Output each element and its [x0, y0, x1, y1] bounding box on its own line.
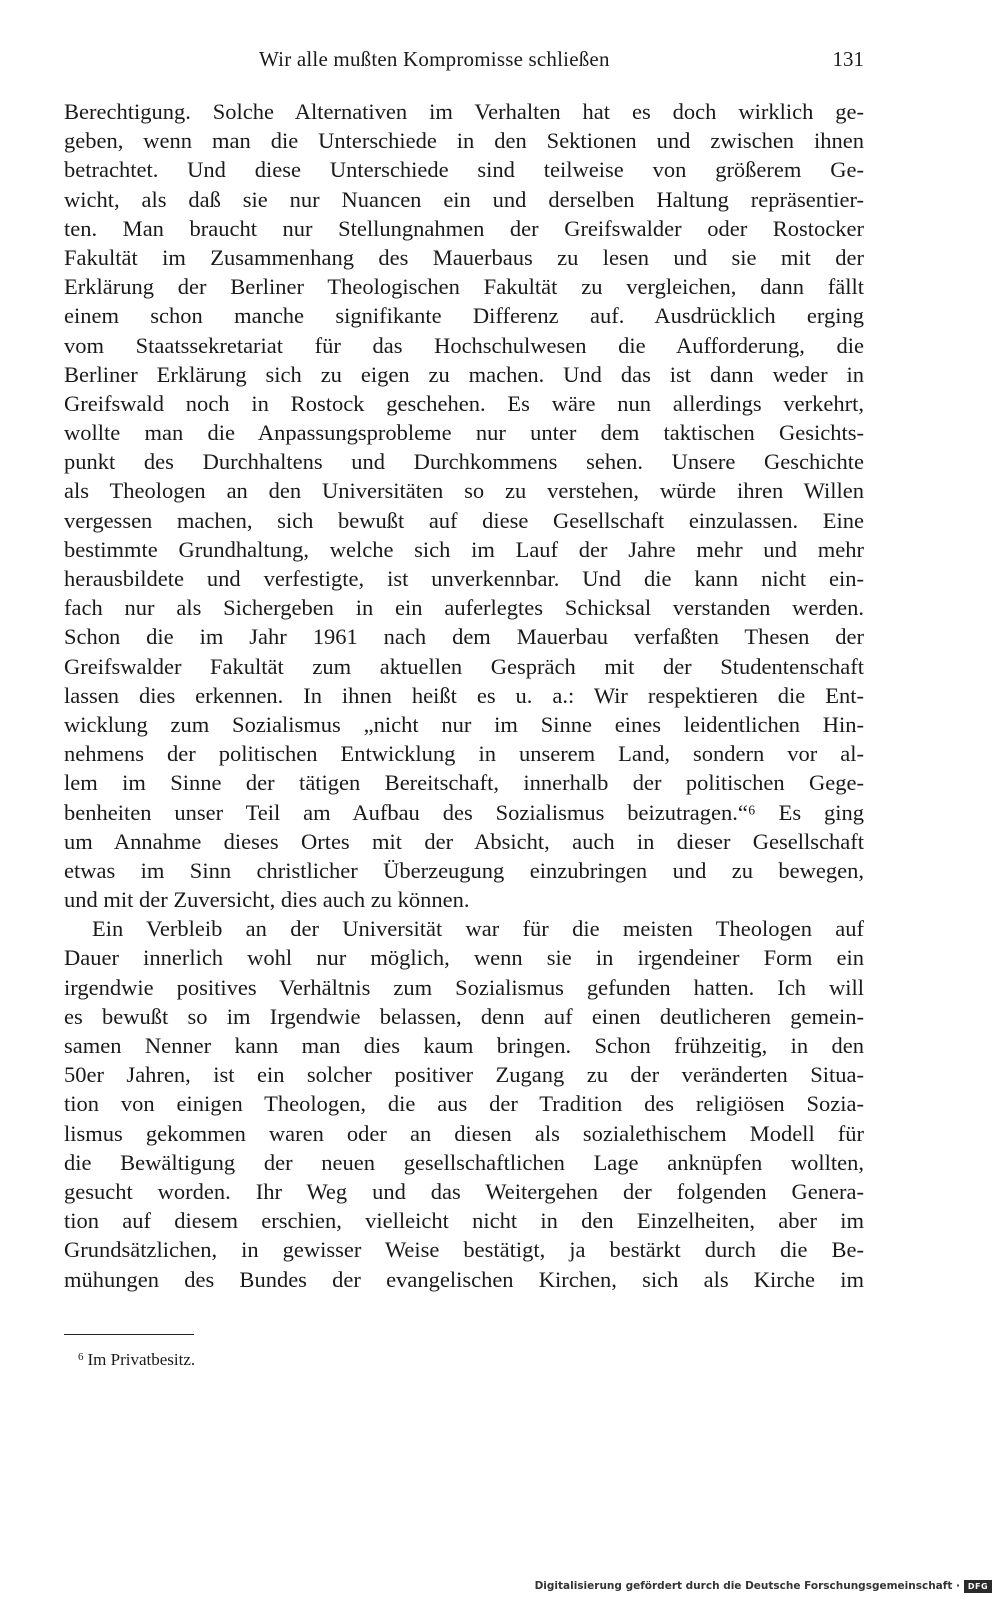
text-line: und mit der Zuversicht, dies auch zu können.: [64, 887, 470, 913]
text-line: lem im Sinne der tätigen Bereitschaft, innerhalb der politischen Gege-: [64, 770, 864, 796]
text-line: Ein Verbleib an der Universität war für die meisten Theologen auf: [92, 916, 864, 942]
text-line: wicklung zum Sozialismus „nicht nur im Sinne eines leidentlichen Hin-: [64, 711, 864, 737]
digitization-credit: [535, 1577, 992, 1595]
footnote-text: Im Privatbesitz.: [87, 1350, 196, 1369]
text-line: fach nur als Sichergeben in ein auferlegtes Schicksal verstanden werden.: [64, 595, 864, 621]
text-line: etwas im Sinn christlicher Überzeugung einzubringen und zu bewegen,: [64, 857, 864, 883]
text-line: die Bewältigung der neuen gesellschaftlichen Lage anknüpfen wollten,: [64, 1149, 864, 1175]
text-line: tion von einigen Theologen, die aus der Tradition des religiösen Sozia-: [64, 1091, 864, 1117]
text-line: Berechtigung. Solche Alternativen im Verhalten hat es doch wirklich ge-: [64, 99, 864, 124]
text-line: betrachtet. Und diese Unterschiede sind teilweise von größerem Ge-: [64, 157, 864, 183]
footnote-marker: 6: [78, 1351, 84, 1363]
text-line: 50er Jahren, ist ein solcher positiver Zugang zu der veränderten Situa-: [64, 1062, 864, 1088]
text-line: Grundsätzlichen, in gewisser Weise bestätigt, ja bestärkt durch die Be-: [64, 1237, 864, 1263]
text-line: Berliner Erklärung sich zu eigen zu machen. Und das ist dann weder in: [64, 361, 864, 387]
body-text: [64, 97, 864, 1294]
text-line: Dauer innerlich wohl nur möglich, wenn sie in irgendeiner Form ein: [64, 945, 864, 971]
text-line: Fakultät im Zusammenhang des Mauerbaus zu lesen und sie mit der: [64, 244, 864, 270]
dfg-logo-icon: DFG: [964, 1580, 992, 1593]
text-line: ten. Man braucht nur Stellungnahmen der Greifswalder oder Rostocker: [64, 215, 864, 241]
text-line: als Theologen an den Universitäten so zu verstehen, würde ihren Willen: [64, 478, 864, 504]
text-line: mühungen des Bundes der evangelischen Kirchen, sich als Kirche im: [64, 1266, 864, 1292]
text-line: es bewußt so im Irgendwie belassen, denn auf einen deutlicheren gemein-: [64, 1003, 864, 1029]
text-line: samen Nenner kann man dies kaum bringen. Schon frühzeitig, in den: [64, 1033, 864, 1058]
footnote-divider: [64, 1334, 194, 1335]
text-line: Greifswalder Fakultät zum aktuellen Gespräch mit der Studentenschaft: [64, 653, 864, 679]
text-line: bestimmte Grundhaltung, welche sich im Lauf der Jahre mehr und mehr: [64, 536, 864, 562]
text-line: herausbildete und verfestigte, ist unverkennbar. Und die kann nicht ein-: [64, 566, 864, 591]
text-line: lismus gekommen waren oder an diesen als sozialethischem Modell für: [64, 1120, 864, 1146]
text-line: tion auf diesem erschien, vielleicht nicht in den Einzelheiten, aber im: [64, 1208, 864, 1234]
running-title: Wir alle mußten Kompromisse schließen: [259, 47, 610, 71]
text-line: wicht, als daß sie nur Nuancen ein und derselben Haltung repräsentier-: [64, 186, 864, 212]
text-line: irgendwie positives Verhältnis zum Sozialismus gefunden hatten. Ich will: [64, 974, 864, 1000]
text-line: um Annahme dieses Ortes mit der Absicht, auch in dieser Gesellschaft: [64, 828, 864, 854]
text-line: gesucht worden. Ihr Weg und das Weitergehen der folgenden Genera-: [64, 1178, 864, 1204]
text-line: Greifswald noch in Rostock geschehen. Es wäre nun allerdings verkehrt,: [64, 390, 864, 416]
text-line: vom Staatssekretariat für das Hochschulwesen die Aufforderung, die: [64, 332, 864, 358]
text-line: wollte man die Anpassungsprobleme nur unter dem taktischen Gesichts-: [64, 420, 864, 446]
page-number: 131: [832, 47, 864, 71]
text-line: lassen dies erkennen. In ihnen heißt es u. a.: Wir respektieren die Ent-: [64, 682, 864, 708]
text-line: vergessen machen, sich bewußt auf diese Gesellschaft einzulassen. Eine: [64, 507, 864, 533]
text-line: geben, wenn man die Unterschiede in den Sektionen und zwischen ihnen: [64, 128, 864, 154]
text-line: Erklärung der Berliner Theologischen Fakultät zu vergleichen, dann fällt: [64, 274, 864, 300]
text-line: Schon die im Jahr 1961 nach dem Mauerbau verfaßten Thesen der: [64, 624, 864, 650]
text-line: benheiten unser Teil am Aufbau des Sozialismus beizutragen.“⁶ Es ging: [64, 799, 864, 825]
running-header: [64, 47, 864, 81]
text-line: nehmens der politischen Entwicklung in unserem Land, sondern vor al-: [64, 741, 864, 767]
footnote: [78, 1350, 195, 1370]
digitization-credit-text: Digitalisierung gefördert durch die Deutsche Forschungsgemeinschaft ·: [534, 1580, 960, 1592]
text-line: punkt des Durchhaltens und Durchkommens sehen. Unsere Geschichte: [64, 449, 864, 475]
text-line: einem schon manche signifikante Differenz auf. Ausdrücklich erging: [64, 303, 864, 329]
